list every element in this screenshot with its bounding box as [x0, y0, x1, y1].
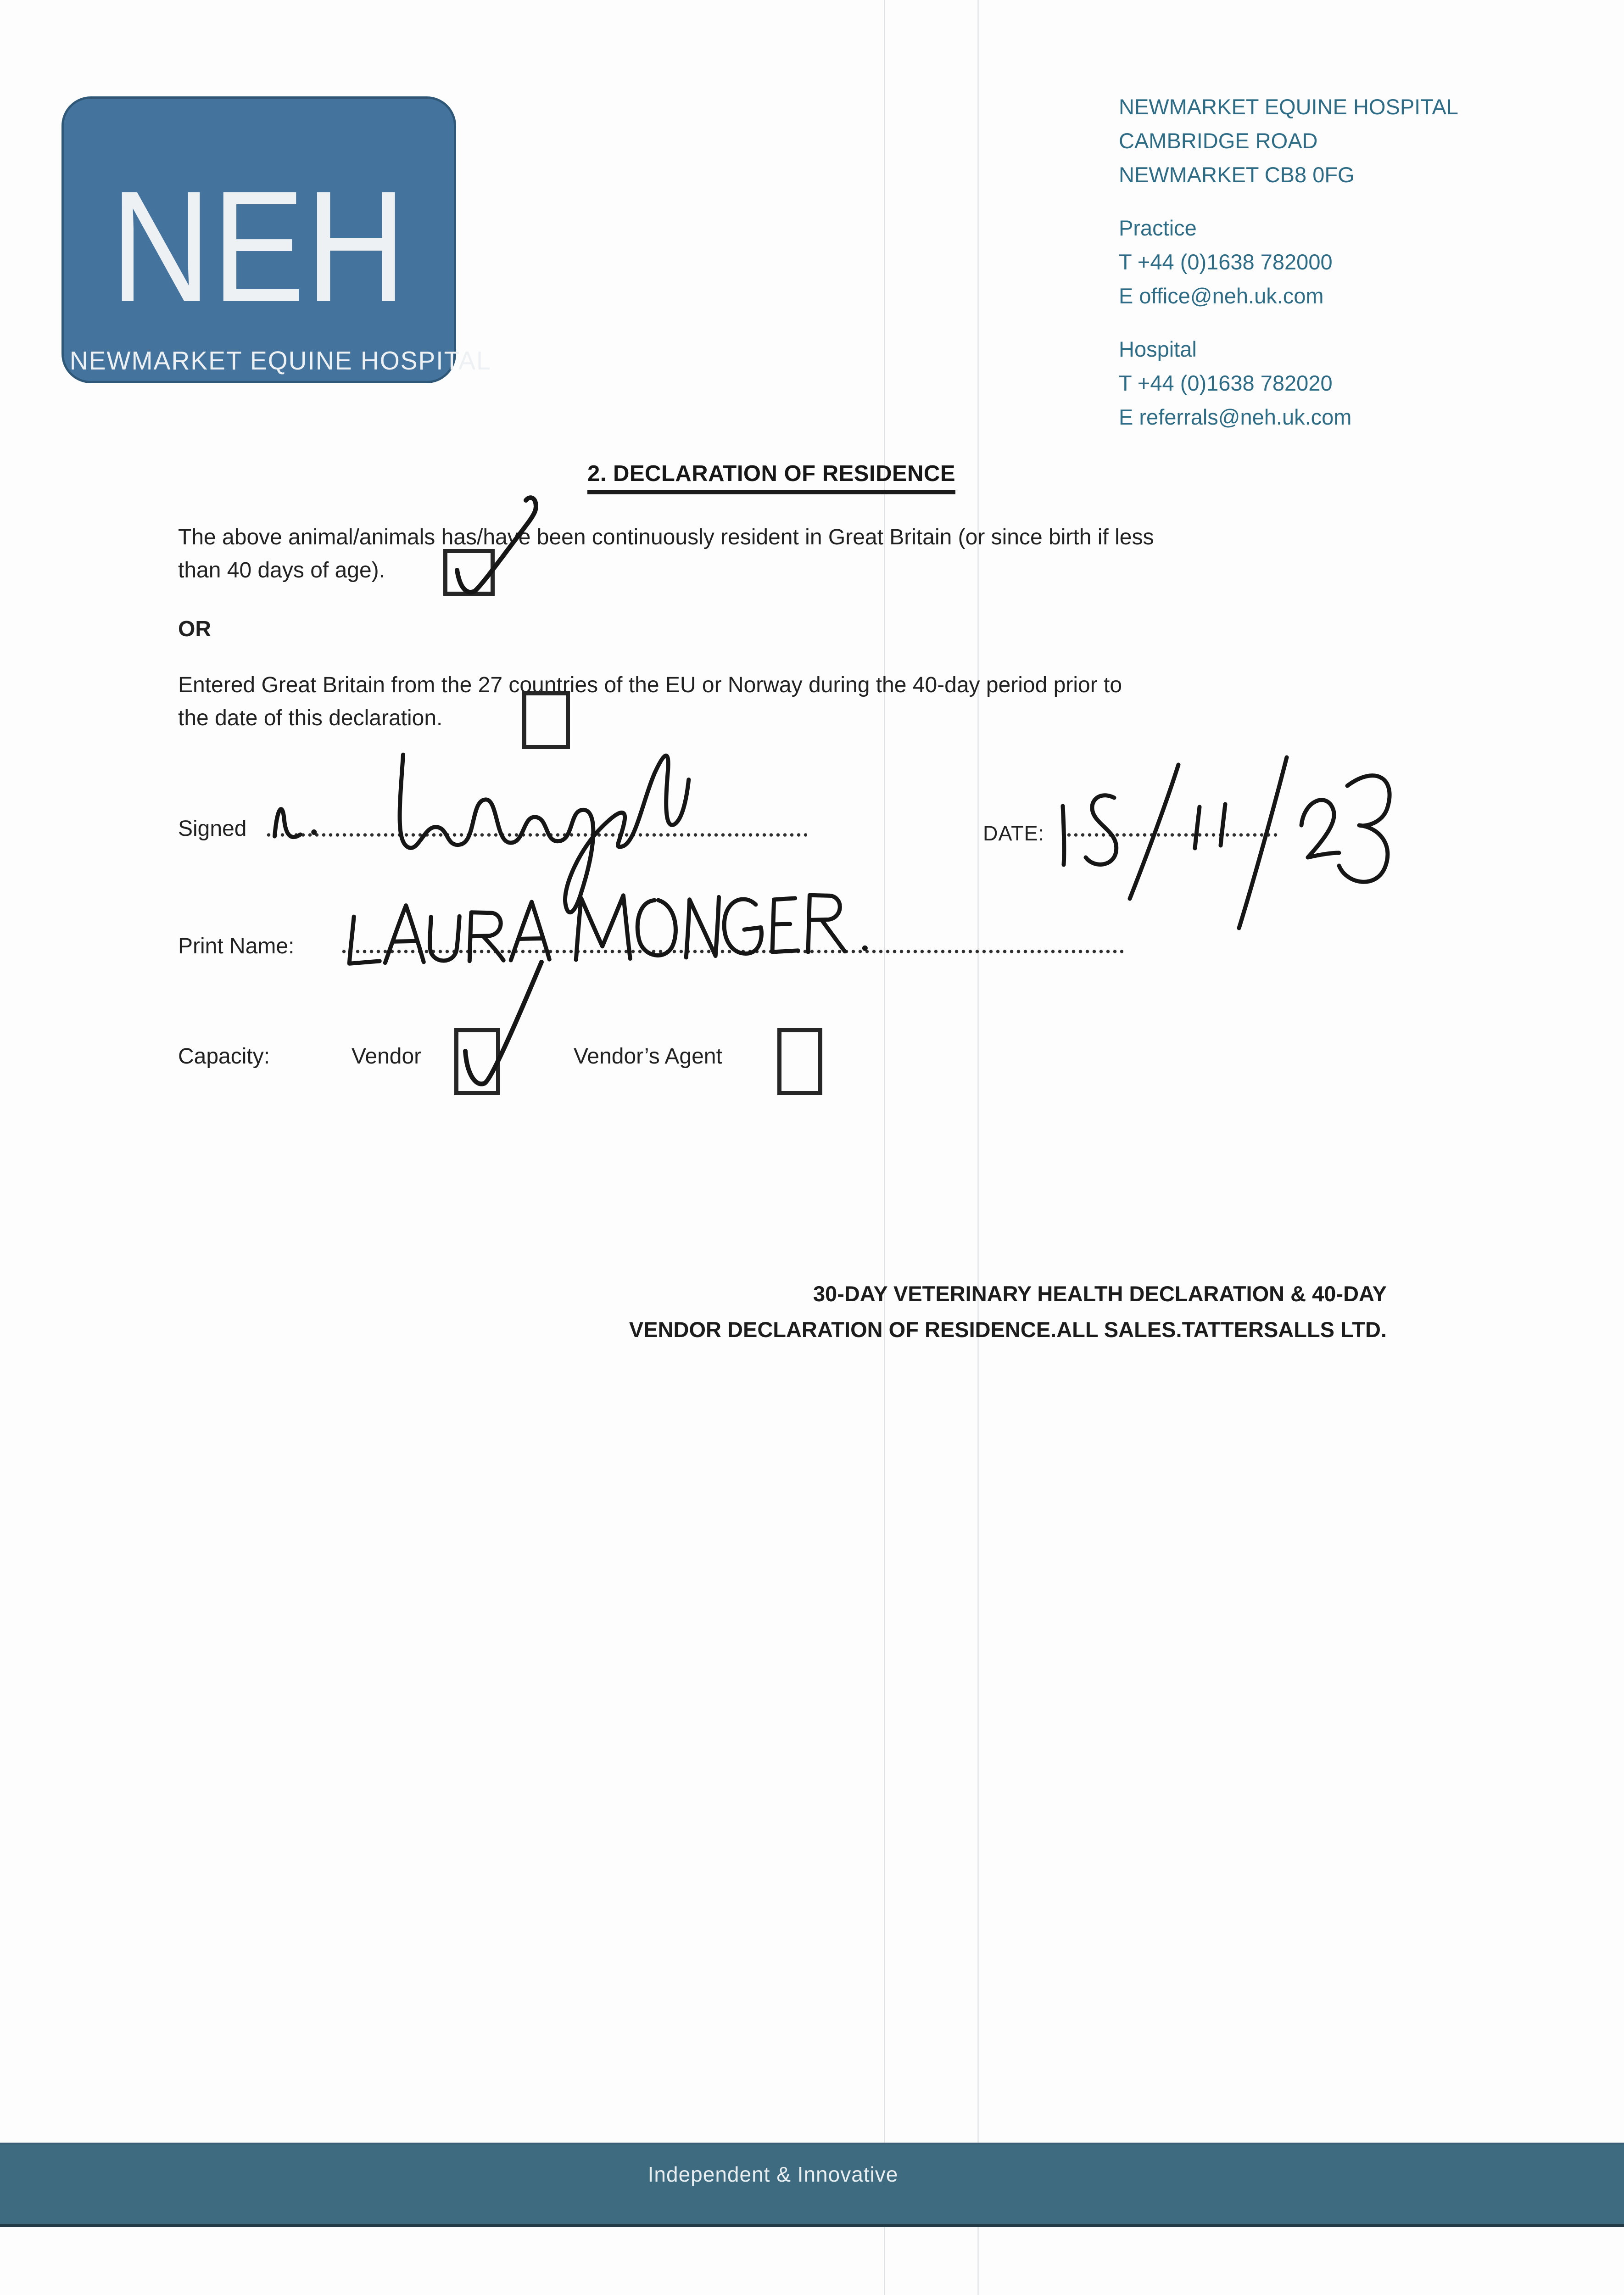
residence-checkbox [443, 549, 495, 596]
practice-email: E office@neh.uk.com [1119, 284, 1324, 308]
date-label: DATE: [983, 822, 1045, 845]
print-name-label: Print Name: [178, 934, 295, 958]
address-line: NEWMARKET CB8 0FG [1119, 162, 1355, 187]
or-separator: OR [178, 617, 211, 641]
print-name-dotted-line [340, 949, 1123, 954]
vendor-checkbox [454, 1028, 500, 1095]
date-handwriting [1063, 757, 1390, 928]
hospital-phone: T +44 (0)1638 782020 [1119, 371, 1333, 395]
address-line: CAMBRIDGE ROAD [1119, 129, 1318, 153]
entered-gb-statement-line2: the date of this declaration. [178, 706, 443, 730]
practice-label: Practice [1119, 216, 1197, 240]
scan-artifact-line [884, 2227, 885, 2295]
footer-slogan: Independent & Innovative [647, 2162, 899, 2186]
scan-artifact-line [977, 2227, 979, 2295]
signed-dotted-line [265, 833, 807, 837]
sale-declaration-note-line1: 30-DAY VETERINARY HEALTH DECLARATION & 40-DAY [813, 1282, 1387, 1306]
neh-logo-caption: NEWMARKET EQUINE HOSPITAL [69, 346, 491, 375]
footer-brand-bar [0, 2143, 1624, 2227]
entered-gb-checkbox [522, 691, 570, 749]
vendors-agent-checkbox [777, 1028, 822, 1095]
sale-declaration-note-line2: VENDOR DECLARATION OF RESIDENCE.ALL SALES.TATTERSALLS LTD. [629, 1317, 1387, 1342]
signed-label: Signed [178, 817, 247, 841]
neh-logo [61, 96, 491, 383]
letterhead-contact-block [1119, 90, 1458, 434]
hospital-label: Hospital [1119, 337, 1197, 361]
hospital-email: E referrals@neh.uk.com [1119, 405, 1352, 429]
capacity-label: Capacity: [178, 1044, 270, 1069]
sale-declaration-note [505, 1276, 1387, 1348]
vendors-agent-label: Vendor’s Agent [574, 1044, 722, 1069]
date-dotted-line [1066, 833, 1279, 837]
entered-gb-statement-line1: Entered Great Britain from the 27 countries of the EU or Norway during the 40-day period prior to [178, 673, 1122, 697]
residence-statement-line2: than 40 days of age). [178, 558, 385, 582]
scan-artifact-line [884, 0, 885, 2143]
address-line: NEWMARKET EQUINE HOSPITAL [1119, 95, 1458, 119]
residence-statement-line1: The above animal/animals has/have been continuously resident in Great Britain (or since birth if less [178, 525, 1154, 549]
neh-logo-acronym: NEH [110, 158, 407, 335]
section-title: 2. DECLARATION OF RESIDENCE [587, 461, 955, 494]
vendor-label: Vendor [352, 1044, 422, 1069]
scan-artifact-line [977, 0, 979, 2143]
practice-phone: T +44 (0)1638 782000 [1119, 250, 1333, 274]
